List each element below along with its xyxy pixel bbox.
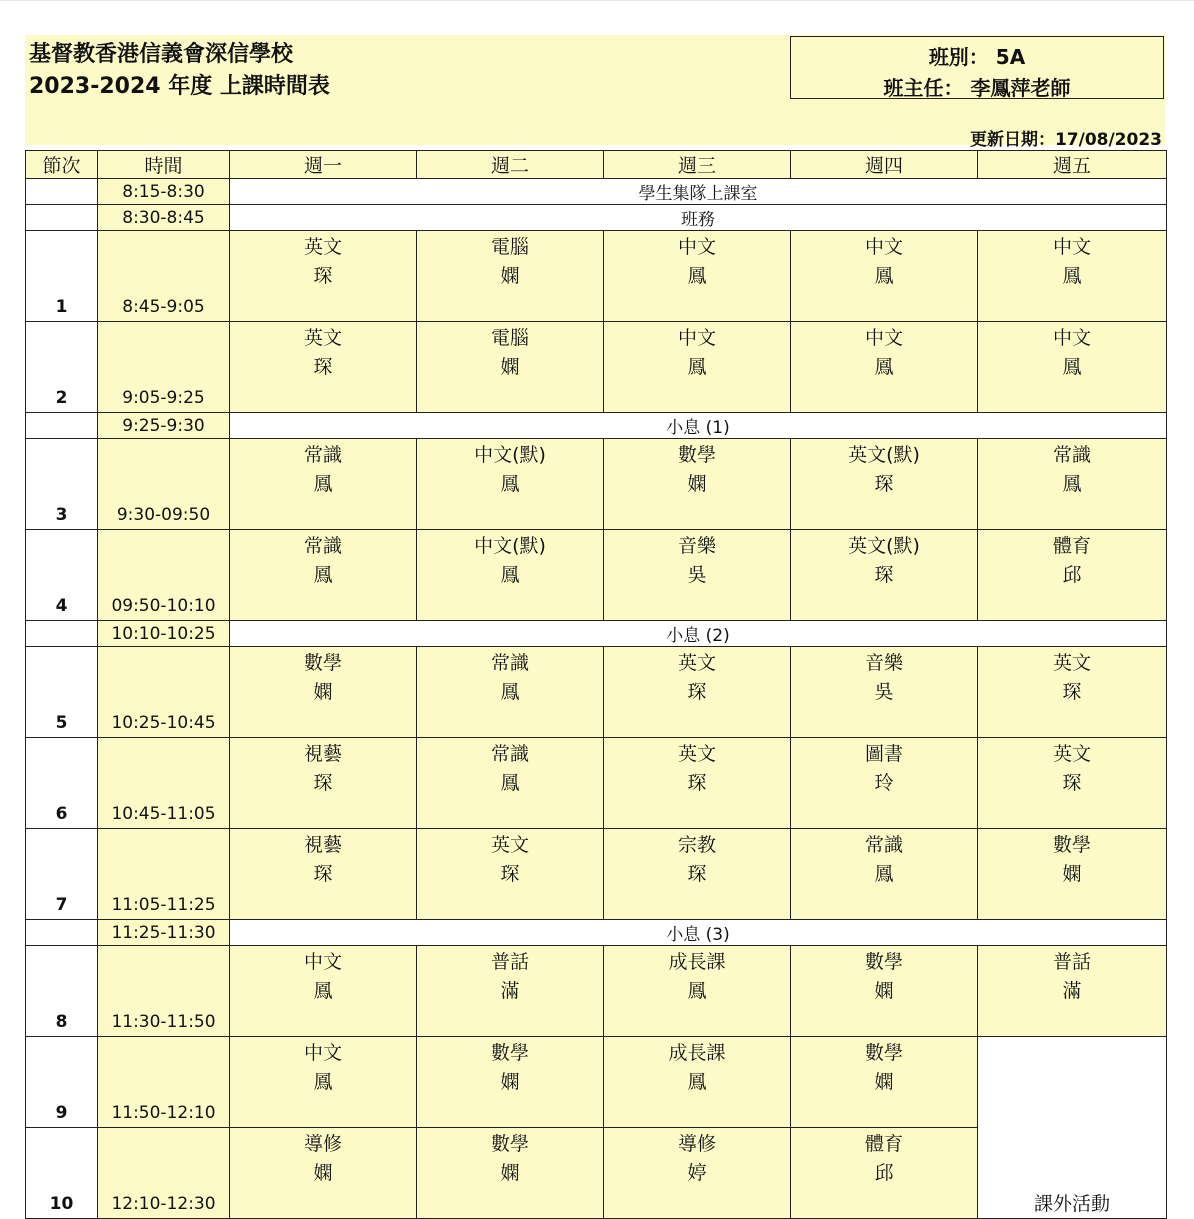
col-header-time: 時間 xyxy=(98,151,230,179)
period-number: 7 xyxy=(26,829,98,920)
break-banner: 小息 (1) xyxy=(230,413,1167,439)
period-time: 9:05-9:25 xyxy=(98,322,230,413)
period-time: 8:15-8:30 xyxy=(98,179,230,205)
teacher-name: 婷 xyxy=(687,1162,707,1184)
subject-name: 數學 xyxy=(490,1133,529,1155)
subject-name: 中文 xyxy=(677,236,716,258)
subject-name: 英文 xyxy=(490,834,529,856)
timetable-body xyxy=(26,179,1167,1219)
subject-name: 中文 xyxy=(1052,236,1091,258)
lesson-cell-wed xyxy=(604,322,791,413)
col-header-mon: 週一 xyxy=(230,151,417,179)
class-teacher-label: 班主任： 李鳳萍老師 xyxy=(883,76,1071,100)
teacher-name: 玲 xyxy=(874,772,894,794)
teacher-name: 琛 xyxy=(313,265,333,287)
teacher-name: 鳳 xyxy=(1062,356,1082,378)
teacher-name: 鳳 xyxy=(874,356,894,378)
lesson-cell-wed xyxy=(604,530,791,621)
col-header-tue: 週二 xyxy=(417,151,604,179)
break-banner: 學生集隊上課室 xyxy=(230,179,1167,205)
period-number: 3 xyxy=(26,439,98,530)
timetable-row xyxy=(26,179,1167,205)
teacher-name: 嫻 xyxy=(313,1162,333,1184)
lesson-cell-thu xyxy=(791,829,978,920)
timetable-row xyxy=(26,530,1167,621)
lesson-cell-tue xyxy=(417,829,604,920)
lesson-cell-tue xyxy=(417,1037,604,1128)
teacher-name: 鳳 xyxy=(1062,265,1082,287)
timetable-row xyxy=(26,738,1167,829)
timetable xyxy=(25,150,1167,1219)
lesson-cell-tue xyxy=(417,647,604,738)
lesson-cell-wed xyxy=(604,1037,791,1128)
break-banner: 小息 (3) xyxy=(230,920,1167,946)
teacher-name: 滿 xyxy=(1062,980,1082,1002)
subject-name: 電腦 xyxy=(490,327,529,349)
lesson-cell-mon xyxy=(230,647,417,738)
lesson-cell-wed xyxy=(604,231,791,322)
lesson-cell-tue xyxy=(417,1128,604,1219)
period-number: 10 xyxy=(26,1128,98,1219)
teacher-name: 鳳 xyxy=(313,473,333,495)
period-time: 8:45-9:05 xyxy=(98,231,230,322)
subject-name: 常識 xyxy=(303,535,342,557)
timetable-row xyxy=(26,231,1167,322)
subject-name: 電腦 xyxy=(490,236,529,258)
teacher-name: 琛 xyxy=(313,772,333,794)
teacher-name: 嫻 xyxy=(874,980,894,1002)
teacher-name: 鳳 xyxy=(687,265,707,287)
teacher-name: 邱 xyxy=(874,1162,894,1184)
subject-name: 音樂 xyxy=(677,535,716,557)
period-time: 8:30-8:45 xyxy=(98,205,230,231)
teacher-name: 嫻 xyxy=(687,473,707,495)
subject-name: 數學 xyxy=(1052,834,1091,856)
teacher-name: 鳳 xyxy=(500,564,520,586)
subject-name: 常識 xyxy=(864,834,903,856)
teacher-name: 琛 xyxy=(1062,681,1082,703)
lesson-cell-wed xyxy=(604,738,791,829)
subject-name: 數學 xyxy=(490,1042,529,1064)
period-time: 9:30-09:50 xyxy=(98,439,230,530)
teacher-name: 鳳 xyxy=(313,980,333,1002)
period-time: 09:50-10:10 xyxy=(98,530,230,621)
subject-name: 英文 xyxy=(303,327,342,349)
subject-name: 成長課 xyxy=(668,951,726,973)
timetable-row xyxy=(26,1037,1167,1128)
subject-name: 成長課 xyxy=(668,1042,726,1064)
page-top-rule xyxy=(0,0,1194,5)
lesson-cell-mon xyxy=(230,1037,417,1128)
subject-name: 英文(默) xyxy=(848,535,920,557)
period-time: 9:25-9:30 xyxy=(98,413,230,439)
lesson-cell-thu xyxy=(791,1037,978,1128)
lesson-cell-wed xyxy=(604,946,791,1037)
teacher-name: 鳳 xyxy=(313,1071,333,1093)
lesson-cell-thu xyxy=(791,231,978,322)
lesson-cell-fri xyxy=(978,829,1167,920)
teacher-name: 鳳 xyxy=(313,564,333,586)
lesson-cell-fri xyxy=(978,647,1167,738)
lesson-cell-fri xyxy=(978,738,1167,829)
timetable-row xyxy=(26,322,1167,413)
period-time: 12:10-12:30 xyxy=(98,1128,230,1219)
lesson-cell-fri xyxy=(978,322,1167,413)
timetable-row xyxy=(26,829,1167,920)
subject-name: 英文(默) xyxy=(848,444,920,466)
teacher-name: 琛 xyxy=(687,681,707,703)
subject-name: 視藝 xyxy=(303,834,342,856)
timetable-row xyxy=(26,920,1167,946)
subject-name: 常識 xyxy=(490,743,529,765)
subject-name: 英文 xyxy=(677,652,716,674)
subject-name: 普話 xyxy=(490,951,529,973)
lesson-cell-fri xyxy=(978,946,1167,1037)
period-number: 6 xyxy=(26,738,98,829)
subject-name: 英文 xyxy=(1052,743,1091,765)
school-name: 基督教香港信義會深信學校 xyxy=(29,42,294,67)
lesson-cell-thu xyxy=(791,322,978,413)
lesson-cell-tue xyxy=(417,530,604,621)
lesson-cell-thu xyxy=(791,647,978,738)
teacher-name: 滿 xyxy=(500,980,520,1002)
period-number: 4 xyxy=(26,530,98,621)
period-time: 11:50-12:10 xyxy=(98,1037,230,1128)
class-info-box xyxy=(790,36,1164,99)
timetable-header xyxy=(25,35,1165,150)
subject-name: 導修 xyxy=(303,1133,342,1155)
teacher-name: 琛 xyxy=(313,863,333,885)
subject-name: 常識 xyxy=(1052,444,1091,466)
subject-name: 中文(默) xyxy=(474,535,546,557)
period-number: 9 xyxy=(26,1037,98,1128)
break-banner: 小息 (2) xyxy=(230,621,1167,647)
subject-name: 英文 xyxy=(303,236,342,258)
subject-name: 常識 xyxy=(303,444,342,466)
period-time: 10:25-10:45 xyxy=(98,647,230,738)
lesson-cell-mon xyxy=(230,322,417,413)
subject-name: 導修 xyxy=(677,1133,716,1155)
teacher-name: 嫻 xyxy=(1062,863,1082,885)
lesson-cell-mon xyxy=(230,946,417,1037)
timetable-title: 2023-2024 年度 上課時間表 xyxy=(29,74,330,99)
period-number xyxy=(26,179,98,205)
lesson-cell-mon xyxy=(230,231,417,322)
lesson-cell-tue xyxy=(417,322,604,413)
subject-name: 中文(默) xyxy=(474,444,546,466)
class-label: 班別： 5A xyxy=(928,45,1026,69)
teacher-name: 鳳 xyxy=(687,356,707,378)
lesson-cell-wed xyxy=(604,1128,791,1219)
subject-name: 圖書 xyxy=(864,743,903,765)
lesson-cell-tue xyxy=(417,738,604,829)
lesson-cell-tue xyxy=(417,231,604,322)
period-time: 10:10-10:25 xyxy=(98,621,230,647)
period-time: 10:45-11:05 xyxy=(98,738,230,829)
teacher-name: 嫻 xyxy=(313,681,333,703)
teacher-name: 琛 xyxy=(874,473,894,495)
period-number: 2 xyxy=(26,322,98,413)
subject-name: 中文 xyxy=(677,327,716,349)
col-header-wed: 週三 xyxy=(604,151,791,179)
subject-name: 中文 xyxy=(1052,327,1091,349)
teacher-name: 鳳 xyxy=(687,980,707,1002)
subject-name: 常識 xyxy=(490,652,529,674)
teacher-name: 嫻 xyxy=(874,1071,894,1093)
lesson-cell-fri xyxy=(978,439,1167,530)
teacher-name: 鳳 xyxy=(500,681,520,703)
subject-name: 數學 xyxy=(303,652,342,674)
col-header-period: 節次 xyxy=(26,151,98,179)
subject-name: 中文 xyxy=(864,327,903,349)
break-banner: 班務 xyxy=(230,205,1167,231)
teacher-name: 吳 xyxy=(687,564,707,586)
subject-name: 數學 xyxy=(864,1042,903,1064)
period-number xyxy=(26,621,98,647)
lesson-cell-fri xyxy=(978,530,1167,621)
teacher-name: 嫻 xyxy=(500,1071,520,1093)
lesson-cell-mon xyxy=(230,530,417,621)
lesson-cell-thu xyxy=(791,530,978,621)
period-time: 11:25-11:30 xyxy=(98,920,230,946)
teacher-name: 鳳 xyxy=(1062,473,1082,495)
teacher-name: 鳳 xyxy=(874,863,894,885)
teacher-name: 嫻 xyxy=(500,1162,520,1184)
teacher-name: 琛 xyxy=(313,356,333,378)
lesson-cell-mon xyxy=(230,439,417,530)
lesson-cell-tue xyxy=(417,946,604,1037)
period-number xyxy=(26,920,98,946)
teacher-name: 鳳 xyxy=(874,265,894,287)
period-number xyxy=(26,413,98,439)
lesson-cell-wed xyxy=(604,647,791,738)
timetable-row xyxy=(26,946,1167,1037)
timetable-row xyxy=(26,647,1167,738)
extracurricular-activity-cell: 課外活動 xyxy=(978,1037,1167,1219)
teacher-name: 琛 xyxy=(1062,772,1082,794)
subject-name: 英文 xyxy=(677,743,716,765)
update-date: 更新日期：17/08/2023 xyxy=(969,130,1162,150)
lesson-cell-mon xyxy=(230,1128,417,1219)
col-header-fri: 週五 xyxy=(978,151,1167,179)
lesson-cell-wed xyxy=(604,439,791,530)
subject-name: 中文 xyxy=(303,951,342,973)
teacher-name: 吳 xyxy=(874,681,894,703)
lesson-cell-thu xyxy=(791,738,978,829)
period-number xyxy=(26,205,98,231)
subject-name: 數學 xyxy=(864,951,903,973)
period-time: 11:30-11:50 xyxy=(98,946,230,1037)
period-number: 1 xyxy=(26,231,98,322)
teacher-name: 嫻 xyxy=(500,265,520,287)
lesson-cell-mon xyxy=(230,738,417,829)
subject-name: 中文 xyxy=(864,236,903,258)
lesson-cell-mon xyxy=(230,829,417,920)
subject-name: 普話 xyxy=(1052,951,1091,973)
subject-name: 視藝 xyxy=(303,743,342,765)
subject-name: 體育 xyxy=(864,1133,903,1155)
col-header-thu: 週四 xyxy=(791,151,978,179)
teacher-name: 鳳 xyxy=(500,772,520,794)
timetable-row xyxy=(26,621,1167,647)
subject-name: 數學 xyxy=(677,444,716,466)
timetable-row xyxy=(26,413,1167,439)
teacher-name: 琛 xyxy=(500,863,520,885)
period-time: 11:05-11:25 xyxy=(98,829,230,920)
teacher-name: 琛 xyxy=(874,564,894,586)
lesson-cell-thu xyxy=(791,1128,978,1219)
teacher-name: 邱 xyxy=(1062,564,1082,586)
teacher-name: 鳳 xyxy=(500,473,520,495)
period-number: 5 xyxy=(26,647,98,738)
teacher-name: 嫻 xyxy=(500,356,520,378)
timetable-row xyxy=(26,205,1167,231)
lesson-cell-fri xyxy=(978,231,1167,322)
subject-name: 英文 xyxy=(1052,652,1091,674)
subject-name: 體育 xyxy=(1052,535,1091,557)
teacher-name: 琛 xyxy=(687,863,707,885)
subject-name: 音樂 xyxy=(864,652,903,674)
teacher-name: 琛 xyxy=(687,772,707,794)
subject-name: 宗教 xyxy=(677,834,716,856)
timetable-row xyxy=(26,439,1167,530)
subject-name: 中文 xyxy=(303,1042,342,1064)
lesson-cell-thu xyxy=(791,439,978,530)
lesson-cell-thu xyxy=(791,946,978,1037)
teacher-name: 鳳 xyxy=(687,1071,707,1093)
header-row xyxy=(26,151,1167,179)
lesson-cell-wed xyxy=(604,829,791,920)
period-number: 8 xyxy=(26,946,98,1037)
lesson-cell-tue xyxy=(417,439,604,530)
